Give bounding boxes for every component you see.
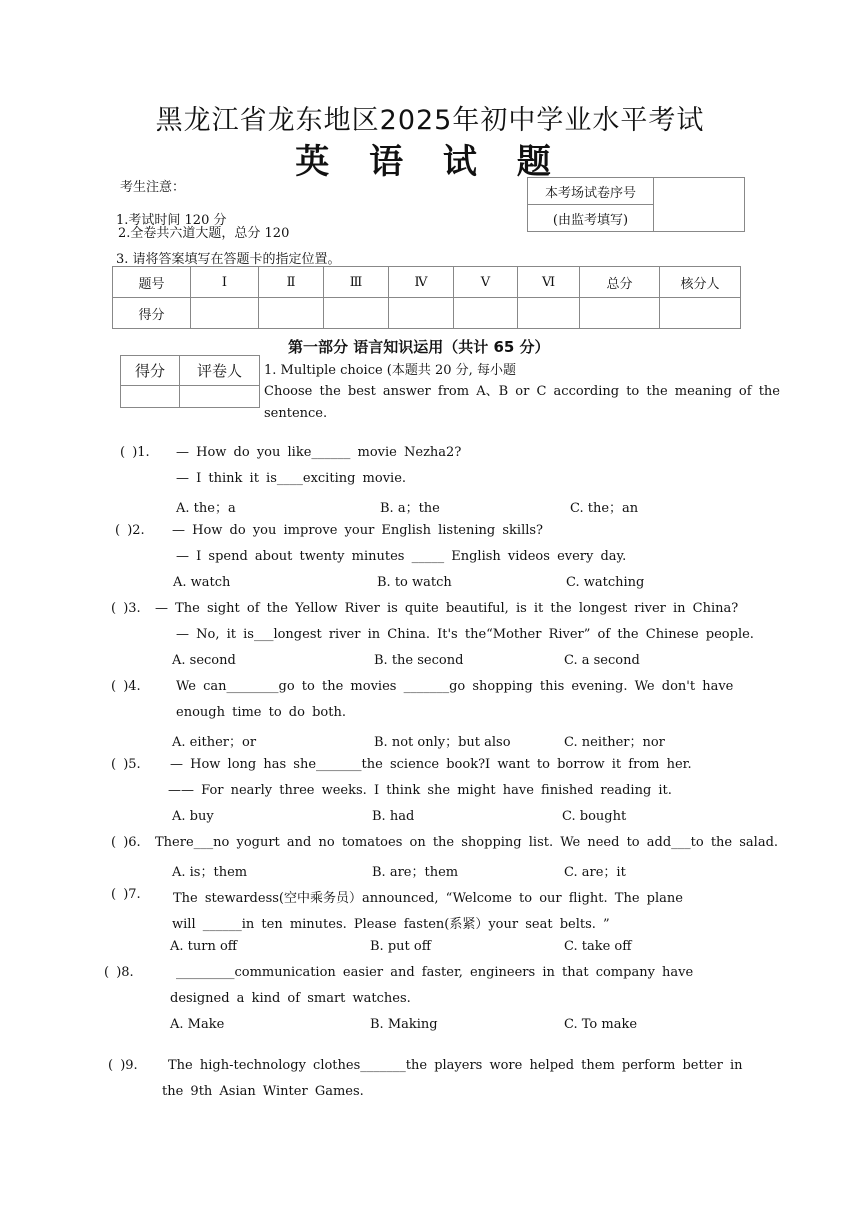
question-number: ( )3. [111,601,141,616]
question-stem: The high-technology clothes_______the players wore helped them perform better in [168,1058,743,1073]
score-header-cell: Ⅵ [518,267,580,298]
option-b[interactable]: B. put off [370,939,431,954]
question-number: ( )8. [104,965,134,980]
question-stem-2: will ______in ten minutes. Please fasten(系紧）your seat belts. ” [172,917,610,932]
seat-number-value[interactable] [654,178,745,232]
part1-title: 第一部分 语言知识运用（共计 65 分） [288,338,550,356]
notice-item-3: 3. 请将答案填写在答题卡的指定位置。 [116,252,341,267]
question-stem-2: enough time to do both. [176,705,346,720]
question-number: ( )1. [120,445,150,460]
option-a[interactable]: A. Make [170,1017,225,1032]
question-stem: There___no yogurt and no tomatoes on the shopping list. We need to add___to the salad. [155,835,779,850]
question-stem: We can________go to the movies _______go shopping this evening. We don't have [176,679,734,694]
score-cell[interactable] [454,298,518,329]
score-table-header-row [113,267,741,298]
option-c[interactable]: C. a second [564,653,640,668]
option-c[interactable]: C. take off [564,939,632,954]
option-c[interactable]: C. watching [566,575,645,590]
question-stem: — How do you improve your English listening skills? [172,523,544,538]
question-stem: — The sight of the Yellow River is quite beautiful, is it the longest river in China? [155,601,739,616]
instruction-line-2: sentence. [264,406,328,421]
score-header-cell: Ⅰ [191,267,259,298]
score-cell[interactable] [259,298,324,329]
question-stem: _________communication easier and faster, engineers in that company have [176,965,694,980]
grader-header-score: 得分 [121,356,180,386]
option-a[interactable]: A. the；a [176,501,236,516]
option-b[interactable]: B. had [372,809,415,824]
notice-item-2: 2.全卷共六道大题，总分 120 [118,226,290,241]
option-a[interactable]: A. is；them [172,865,248,880]
seat-number-sublabel: (由监考填写) [528,205,654,232]
question-number: ( )2. [115,523,145,538]
score-header-cell: 题号 [113,267,191,298]
exam-title: 黑龙江省龙东地区2025年初中学业水平考试 [155,105,705,136]
question-stem-2: the 9th Asian Winter Games. [162,1084,364,1099]
instruction-line-1: Choose the best answer from A、B or C according to the meaning of the [264,384,780,399]
notice-heading: 考生注意： [120,180,186,195]
option-b[interactable]: B. a；the [380,501,440,516]
score-header-cell: 总分 [580,267,660,298]
section-title: 1. Multiple choice (本题共 20 分, 每小题 [264,363,516,378]
score-header-cell: Ⅲ [324,267,389,298]
question-stem-2: designed a kind of smart watches. [170,991,411,1006]
score-cell[interactable] [389,298,454,329]
subject-title: 英 语 试 题 [295,142,565,182]
score-cell[interactable] [580,298,660,329]
question-stem-2: — I think it is____exciting movie. [176,471,407,486]
question-stem-2: — No, it is___longest river in China. It's the“Mother River” of the Chinese people. [176,627,754,642]
question-stem: — How long has she_______the science book?I want to borrow it from her. [170,757,692,772]
option-c[interactable]: C. bought [562,809,627,824]
option-b[interactable]: B. Making [370,1017,438,1032]
score-cell[interactable] [191,298,259,329]
question-stem-2: —— For nearly three weeks. I think she might have finished reading it. [168,783,672,798]
score-table-score-row [113,298,741,329]
option-c[interactable]: C. To make [564,1017,638,1032]
question-stem: — How do you like______ movie Nezha2? [176,445,462,460]
question-number: ( )5. [111,757,141,772]
option-a[interactable]: A. buy [172,809,214,824]
grader-table [120,355,260,408]
grader-score-cell[interactable] [121,386,180,408]
option-b[interactable]: B. not only；but also [374,735,511,750]
question-number: ( )4. [111,679,141,694]
option-c[interactable]: C. are；it [564,865,626,880]
score-header-cell: Ⅳ [389,267,454,298]
score-cell[interactable] [518,298,580,329]
notice-item-1: 1.考试时间 120 分 [116,213,227,228]
seat-number-box [527,177,745,232]
question-number: ( )9. [108,1058,138,1073]
score-header-cell: Ⅴ [454,267,518,298]
option-a[interactable]: A. turn off [170,939,238,954]
question-stem-2: — I spend about twenty minutes _____ English videos every day. [176,549,627,564]
question-number: ( )7. [111,887,141,902]
grader-reviewer-cell[interactable] [180,386,260,408]
question-number: ( )6. [111,835,141,850]
score-cell[interactable] [324,298,389,329]
option-a[interactable]: A. either；or [172,735,257,750]
score-row-label: 得分 [113,298,191,329]
option-b[interactable]: B. to watch [377,575,452,590]
score-header-cell: 核分人 [660,267,741,298]
option-b[interactable]: B. the second [374,653,464,668]
option-a[interactable]: A. second [172,653,236,668]
question-stem: The stewardess(空中乘务员）announced, “Welcome to our flight. The plane [173,891,683,906]
score-table [112,266,741,329]
score-cell[interactable] [660,298,741,329]
seat-number-label: 本考场试卷序号 [528,178,654,205]
grader-header-reviewer: 评卷人 [180,356,260,386]
option-c[interactable]: C. neither；nor [564,735,665,750]
option-b[interactable]: B. are；them [372,865,459,880]
option-a[interactable]: A. watch [173,575,231,590]
option-c[interactable]: C. the；an [570,501,639,516]
score-header-cell: Ⅱ [259,267,324,298]
